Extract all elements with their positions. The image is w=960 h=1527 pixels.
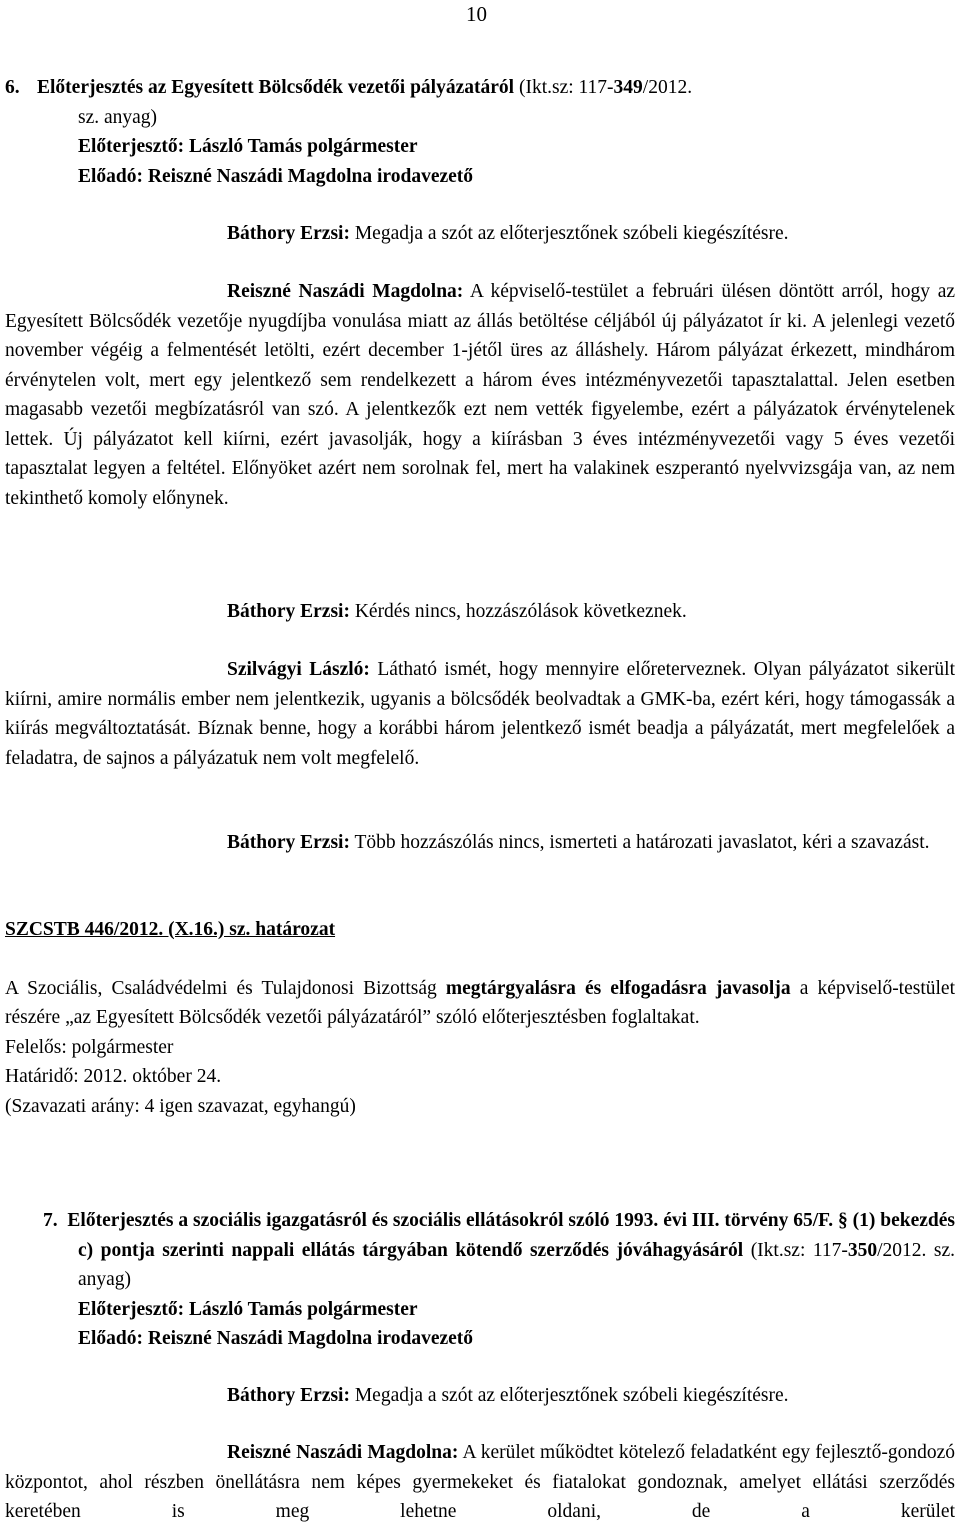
page-number: 10 <box>466 2 487 26</box>
resolution-heading: SZCSTB 446/2012. (X.16.) sz. határozat <box>5 919 336 940</box>
speech-bathory-4: Báthory Erzsi: Megadja a szót az előterjesztőnek szóbeli kiegészítésre. <box>227 1385 789 1406</box>
agenda-item-6-ref: sz. anyag) <box>78 106 158 128</box>
agenda-item-6-presenter: Előterjesztő: László Tamás polgármester <box>78 136 418 157</box>
speech-reiszne-1: Reiszné Naszádi Magdolna: A képviselő-testület a februári ülésen döntött arról, hogy az Egyesített Bölcsődék vezetője nyugdíjba vonulása miatt az állás betöltése céljából új pályázatot ír ki. A jelenlegi vezető november végéig a felmentését letölti, ezért december 1-jétől üres az álláshely. Három pályázat érkezett, mindhárom érvénytelen volt, mert egy jelentkező sem rendelkezett a három éves intézményvezetői tapasztalattal. Jelen esetben magasabb vezetői megbízatásról van szó. A jelentkezők ezt nem vették figyelembe, ezért a pályázatok érvénytelenek lettek. Új pályázatot kell kiírni, ezért javasolják, hogy a kiírásban 3 éves intézményvezetői vagy 5 éves vezetői tapasztalat legyen a feltétel. Előnyöket azért nem sorolnak fel, mert ha valakinek eszperantó nyelvvizsgája van, az nem tekinthető komoly előnynek. <box>5 281 956 509</box>
agenda-item-7-lecturer: Előadó: Reiszné Naszádi Magdolna irodavezető <box>78 1328 474 1349</box>
agenda-item-6 <box>5 73 955 191</box>
agenda-item-6-title: 6. Előterjesztés az Egyesített Bölcsődék vezetői pályázatáról (Ikt.sz: 117-349/2012. <box>5 73 955 103</box>
agenda-item-7-number: 7. <box>43 1210 58 1231</box>
agenda-item-6-lecturer: Előadó: Reiszné Naszádi Magdolna irodavezető <box>78 165 474 187</box>
agenda-item-7 <box>5 1206 955 1354</box>
resolution-responsible: Felelős: polgármester <box>5 1036 174 1058</box>
speech-bathory-2: Báthory Erzsi: Kérdés nincs, hozzászólások következnek. <box>227 601 687 622</box>
speech-bathory-3: Báthory Erzsi: Több hozzászólás nincs, ismerteti a határozati javaslatot, kéri a szavazást. <box>227 832 930 853</box>
resolution <box>5 915 955 1121</box>
agenda-item-6-number: 6. <box>5 77 20 98</box>
speech-szilvagyi: Szilvágyi László: Látható ismét, hogy mennyire előreterveznek. Olyan pályázatot sikerült kiírni, amire normális ember nem jelentkezik, ugyanis a bölcsődék beolvadtak a GMK-ba, ezért kéri, hogy támogassák a kiírás megváltoztatását. Bíznak benne, hogy a korábbi három jelentkező ismét beadja a pályázatát, mert megfelelőek a feladatra, de sajnos a pályázatuk nem volt megfelelő. <box>5 659 955 769</box>
agenda-item-7-title: 7. Előterjesztés a szociális igazgatásról és szociális ellátásokról szóló 1993. évi III. törvény 65/F. § (1) bekezdés c) pontja szerinti nappali ellátás tárgyában kötendő szerződés jóváhagyásáról (Ikt.sz: 117-350/2012. sz. anyag) <box>43 1210 955 1290</box>
resolution-deadline: Határidő: 2012. október 24. <box>5 1066 222 1087</box>
agenda-item-7-presenter: Előterjesztő: László Tamás polgármester <box>78 1298 418 1320</box>
speech-bathory-1: Báthory Erzsi: Megadja a szót az előterjesztőnek szóbeli kiegészítésre. <box>227 223 789 244</box>
resolution-vote: (Szavazati arány: 4 igen szavazat, egyhangú) <box>5 1095 356 1117</box>
resolution-text: A Szociális, Családvédelmi és Tulajdonosi Bizottság megtárgyalásra és elfogadásra javasolja a képviselő-testület részére „az Egyesített Bölcsődék vezetői pályázatáról” szóló előterjesztésben foglaltakat. <box>5 977 956 1028</box>
speech-reiszne-2: Reiszné Naszádi Magdolna: A kerület működtet kötelező feladatként egy fejlesztő-gondozó központot, ahol részben önellátásra nem képes gyermekeket és fiatalokat gondoznak, amelyet ellátási szerződés keretében is meg lehetne oldani, de a kerület <box>5 1442 956 1522</box>
